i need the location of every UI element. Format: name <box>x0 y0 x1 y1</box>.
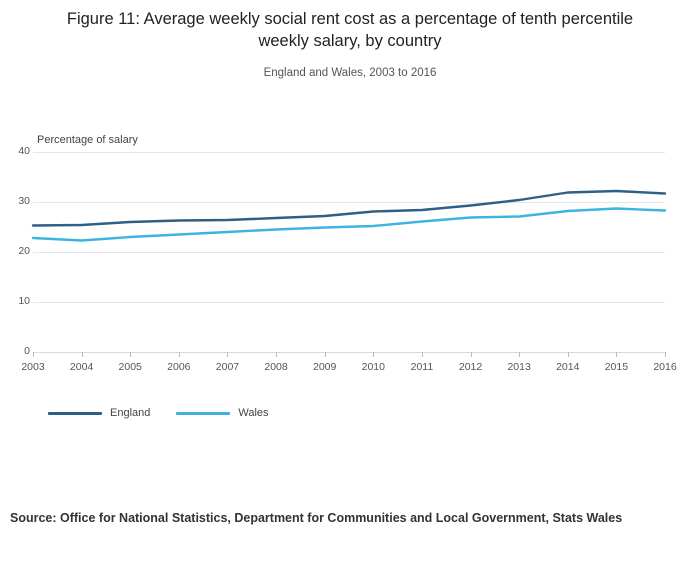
figure-subtitle: England and Wales, 2003 to 2016 <box>263 66 437 79</box>
x-axis-tick-label: 2007 <box>215 361 240 373</box>
x-axis-tick-label: 2005 <box>118 361 142 373</box>
x-axis-tick-mark <box>33 352 34 357</box>
y-axis-tick-label: 10 <box>18 295 30 307</box>
plot-wrapper <box>0 120 700 400</box>
x-axis-tick-mark <box>276 352 277 357</box>
x-axis-tick-mark <box>325 352 326 357</box>
x-axis-tick-label: 2004 <box>69 361 94 373</box>
x-axis-tick-mark <box>227 352 228 357</box>
title-block <box>0 0 700 79</box>
x-axis-tick-mark <box>373 352 374 357</box>
legend-item-england[interactable] <box>48 407 150 419</box>
x-axis-tick-mark <box>519 352 520 357</box>
x-axis-tick-mark <box>471 352 472 357</box>
x-axis-tick-mark <box>179 352 180 357</box>
x-axis-tick-label: 2015 <box>604 361 629 373</box>
legend-label: Wales <box>238 407 269 419</box>
chart-plot-area <box>18 145 677 472</box>
x-axis-tick-label: 2009 <box>313 361 337 373</box>
x-axis-tick-label: 2016 <box>653 361 677 373</box>
gridline <box>33 352 665 353</box>
x-axis-tick-mark <box>130 352 131 357</box>
x-axis-tick-mark <box>665 352 666 357</box>
x-axis-tick-label: 2006 <box>167 361 191 373</box>
y-axis-tick-label: 40 <box>18 145 30 157</box>
x-axis-tick-label: 2011 <box>410 361 434 373</box>
x-axis-tick-mark <box>568 352 569 357</box>
y-axis-label: Percentage of salary <box>37 134 138 146</box>
x-axis-tick-mark <box>82 352 83 357</box>
y-axis-tick-label: 20 <box>18 245 30 257</box>
chart-series-layer <box>33 152 665 352</box>
x-axis-tick-mark <box>616 352 617 357</box>
y-axis-tick-label: 30 <box>18 195 30 207</box>
x-axis-tick-label: 2014 <box>556 361 580 373</box>
x-axis-tick-label: 2008 <box>264 361 288 373</box>
x-axis-tick-label: 2010 <box>361 361 385 373</box>
legend-swatch-icon <box>48 412 102 415</box>
chart-legend <box>48 407 269 419</box>
x-axis-tick-label: 2012 <box>458 361 483 373</box>
page-title: Figure 11: Average weekly social rent cost as a percentage of tenth percentile weekly salary, by country <box>66 10 634 51</box>
legend-item-wales[interactable] <box>176 407 268 419</box>
series-line-england <box>33 191 665 226</box>
source-note: Source: Office for National Statistics, Department for Communities and Local Government, Stats Wales <box>10 511 623 525</box>
x-axis-tick-label: 2003 <box>21 361 45 373</box>
x-axis-tick-label: 2013 <box>507 361 531 373</box>
legend-label: England <box>110 407 151 419</box>
legend-swatch-icon <box>176 412 230 415</box>
y-axis-tick-label: 0 <box>24 345 30 357</box>
x-axis-tick-mark <box>422 352 423 357</box>
